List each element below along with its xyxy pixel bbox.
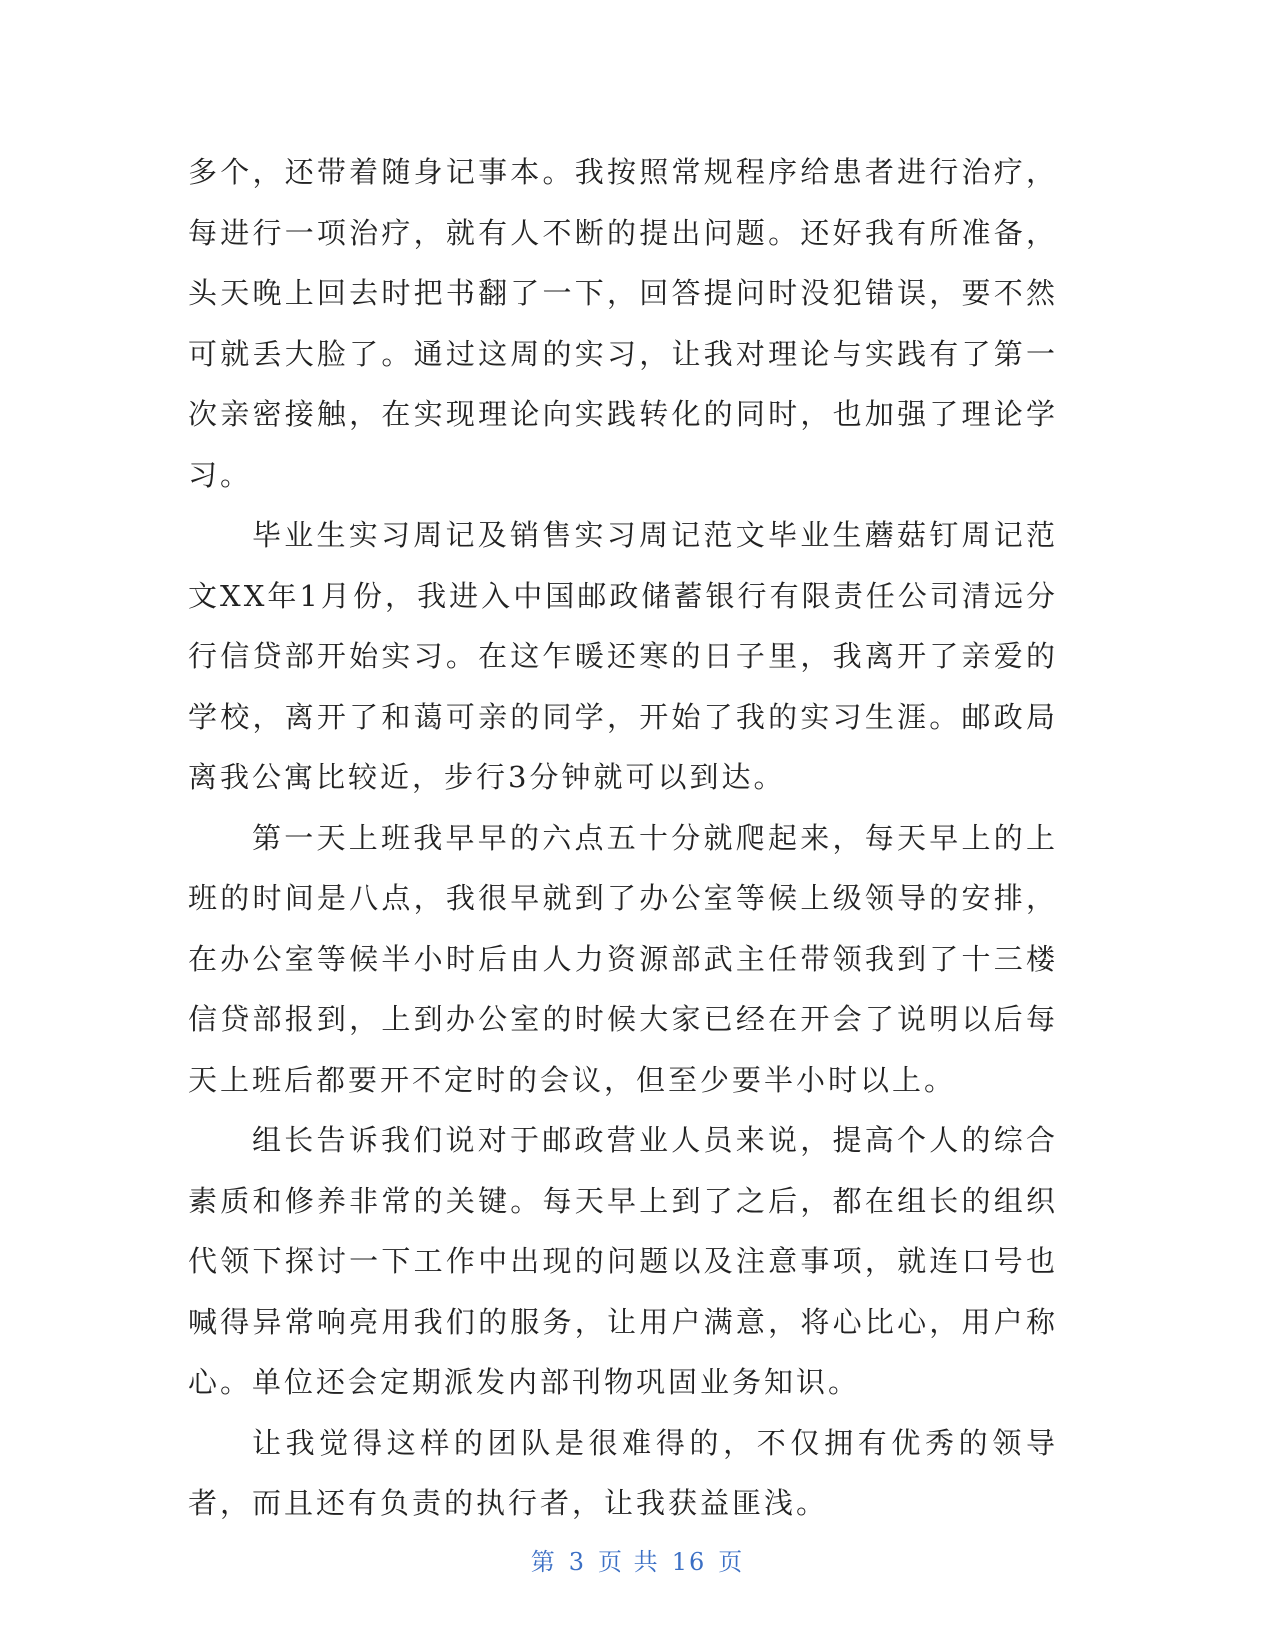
footer-prefix: 第 [530,1548,557,1576]
footer-middle: 页 共 [598,1548,660,1576]
paragraph-1: 多个，还带着随身记事本。我按照常规程序给患者进行治疗，每进行一项治疗，就有人不断的提出问题。还好我有所准备，头天晚上回去时把书翻了一下，回答提问时没犯错误，要不然可就丢大脸了。通过这周的实习，让我对理论与实践有了第一次亲密接触，在实现理论向实践转化的同时，也加强了理论学习。 [188,155,1058,492]
document-body [188,142,1058,1534]
current-page-number: 3 [568,1548,587,1576]
paragraph-3: 第一天上班我早早的六点五十分就爬起来，每天早上的上班的时间是八点，我很早就到了办公室等候上级领导的安排，在办公室等候半小时后由人力资源部武主任带领我到了十三楼信贷部报到，上到办公室的时候大家已经在开会了说明以后每天上班后都要开不定时的会议，但至少要半小时以上。 [188,820,1058,1097]
total-pages-number: 16 [671,1548,707,1576]
paragraph-4: 组长告诉我们说对于邮政营业人员来说，提高个人的综合素质和修养非常的关键。每天早上到了之后，都在组长的组织代领下探讨一下工作中出现的问题以及注意事项，就连口号也喊得异常响亮用我们的服务，让用户满意，将心比心，用户称心。单位还会定期派发内部刊物巩固业务知识。 [188,1123,1058,1399]
footer-suffix: 页 [718,1548,745,1576]
paragraph-5: 让我觉得这样的团队是很难得的，不仅拥有优秀的领导者，而且还有负责的执行者，让我获益匪浅。 [188,1425,1058,1520]
paragraph-2: 毕业生实习周记及销售实习周记范文毕业生蘑菇钉周记范文XX年1月份，我进入中国邮政储蓄银行有限责任公司清远分行信贷部开始实习。在这乍暖还寒的日子里，我离开了亲爱的学校，离开了和蔼可亲的同学，开始了我的实习生涯。邮政局离我公寓比较近，步行3分钟就可以到达。 [188,518,1058,794]
page-footer [0,1542,1275,1577]
